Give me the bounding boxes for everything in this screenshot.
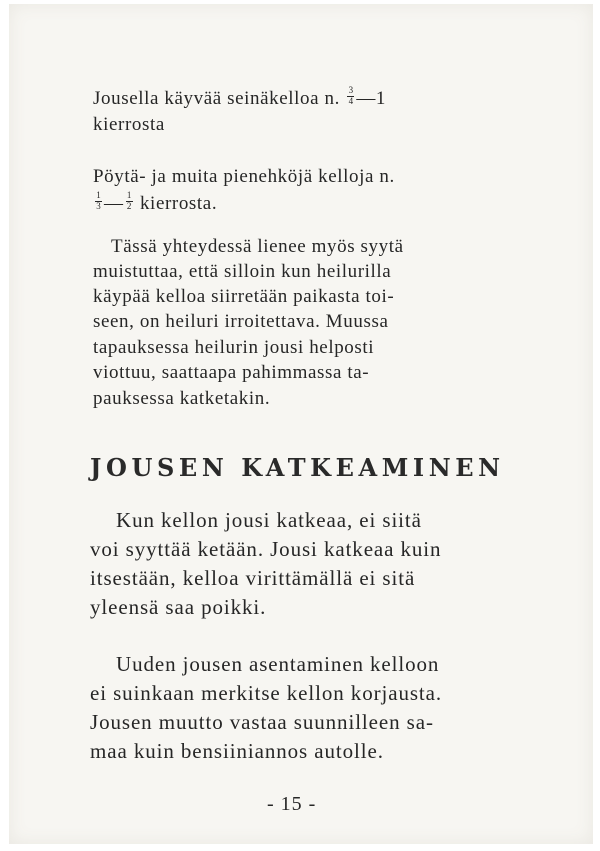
installation-paragraph-line: ei suinkaan merkitse kellon korjausta. bbox=[90, 681, 443, 705]
spring-break-paragraph-line: itsestään, kelloa virittämällä ei sitä bbox=[90, 566, 416, 590]
rate-line-table-clock: Pöytä- ja muita pienehköjä kelloja n. bbox=[93, 166, 395, 187]
pendulum-paragraph-line: viottuu, saattaapa pahimmassa ta- bbox=[93, 362, 370, 383]
fraction-three-quarters: $\frac{3}{4}$ bbox=[348, 85, 354, 106]
pendulum-paragraph-line: tapauksessa heilurin jousi helposti bbox=[93, 337, 375, 358]
rate-line-wall-clock-text: Jousella käyvää seinäkelloa n. bbox=[93, 88, 346, 109]
pendulum-paragraph-line: muistuttaa, että silloin kun heilurilla bbox=[93, 261, 392, 282]
rate-line-wall-clock bbox=[93, 86, 386, 110]
book-page bbox=[9, 4, 593, 844]
rate-line-table-clock-unit: kierrosta. bbox=[134, 193, 218, 214]
fraction-one-third: $\frac{1}{3}$ bbox=[96, 190, 101, 211]
fraction-one-half: $\frac{1}{2}$ bbox=[126, 190, 132, 211]
installation-paragraph-line: maa kuin bensiiniannos autolle. bbox=[90, 739, 384, 763]
rate-line-wall-clock-range-end: —1 bbox=[356, 88, 387, 109]
installation-paragraph-line: Uuden jousen asentaminen kelloon bbox=[116, 652, 440, 676]
spring-break-paragraph-line: yleensä saa poikki. bbox=[90, 595, 267, 619]
pendulum-paragraph-line: seen, on heiluri irroitettava. Muussa bbox=[93, 311, 389, 332]
page-number: - 15 - bbox=[267, 793, 317, 815]
section-heading: JOUSEN KATKEAMINEN bbox=[90, 453, 505, 482]
pendulum-paragraph-line: käypää kelloa siirretään paikasta toi- bbox=[93, 286, 395, 307]
spring-break-paragraph-line: Kun kellon jousi katkeaa, ei siitä bbox=[116, 508, 422, 532]
pendulum-paragraph-line: pauksessa katketakin. bbox=[93, 388, 271, 409]
installation-paragraph-line: Jousen muutto vastaa suunnilleen sa- bbox=[90, 710, 434, 734]
spring-break-paragraph-line: voi syyttää ketään. Jousi katkeaa kuin bbox=[90, 537, 442, 561]
pendulum-paragraph-line: Tässä yhteydessä lienee myös syytä bbox=[111, 236, 404, 257]
rate-line-wall-clock-unit: kierrosta bbox=[93, 114, 165, 135]
rate-line-table-clock-amount bbox=[93, 191, 217, 215]
range-dash: — bbox=[104, 193, 124, 214]
